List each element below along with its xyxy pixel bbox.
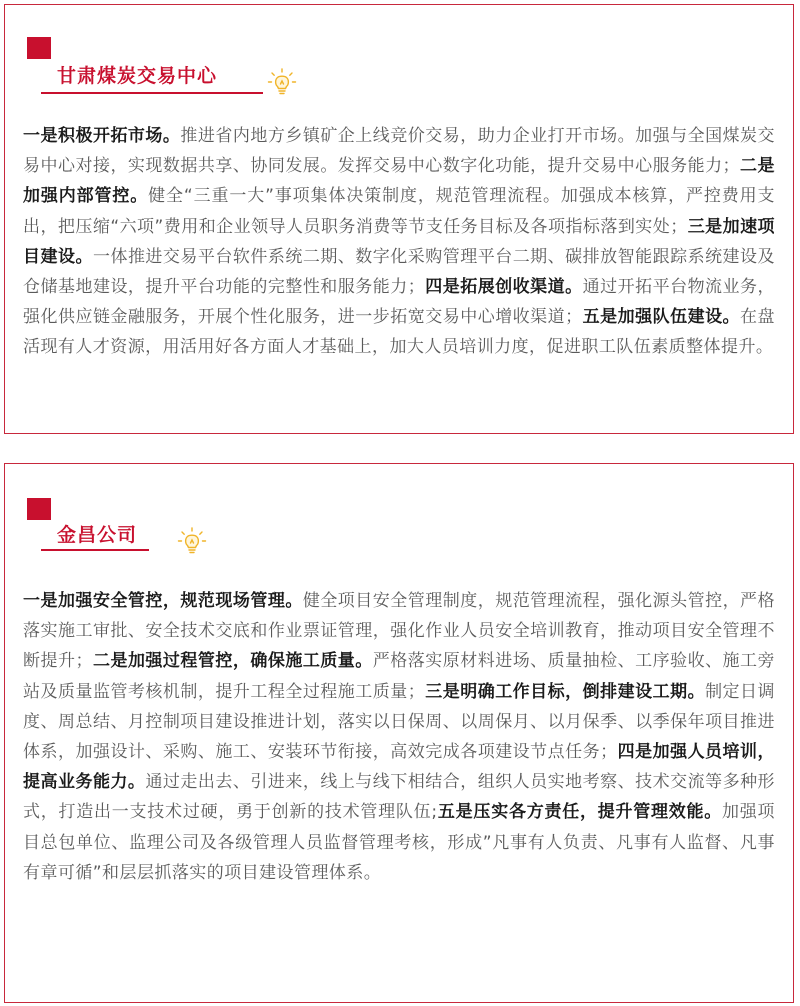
emphasis-heading: 四是拓展创收渠道。 [425, 277, 583, 298]
emphasis-heading: 五是加强队伍建设。 [582, 307, 741, 328]
section-body-text [23, 121, 775, 363]
section-card-gansu-coal-exchange [4, 4, 794, 434]
emphasis-heading: 三是加速项目建设。 [23, 216, 776, 267]
title-underline [41, 549, 149, 551]
emphasis-heading: 一是积极开拓市场。 [23, 126, 181, 146]
section-body-text [23, 586, 775, 888]
emphasis-heading: 四是加强人员培训，提高业务能力。 [23, 742, 775, 793]
section-card-jinchang-company [4, 463, 794, 1003]
body-segment: 一体推进交易平台软件系统二期、数字化采购管理平台二期、碳排放智能跟踪系统建设及仓储基地建设，提升平台功能的完整性和服务能力； [23, 246, 775, 298]
emphasis-heading: 五是压实各方责任，提升管理效能。 [437, 802, 723, 823]
emphasis-heading: 二是加强内部管控。 [23, 156, 775, 207]
body-segment: 制定日调度、周总结、月控制项目建设推进计划，落实以日保周、以周保月、以月保季、以季保年项目推进体系，加强设计、采购、施工、安装环节衔接，高效完成各项建设节点任务； [23, 681, 775, 763]
body-segment: 健全“三重一大”事项集体决策制度，规范管理流程。加强成本核算，严控费用支出，把压缩“六项”费用和企业领导人员职务消费等节支任务目标及各项指标落到实处； [23, 186, 775, 237]
body-segment: 在盘活现有人才资源，用活用好各方面人才基础上，加大人员培训力度，促进职工队伍素质整体提升。 [23, 307, 775, 358]
lightbulb-icon [177, 526, 207, 556]
emphasis-heading: 二是加强过程管控，确保施工质量。 [92, 651, 373, 672]
body-segment: 通过开拓平台物流业务，强化供应链金融服务，开展个性化服务，进一步拓宽交易中心增收渠道； [23, 277, 775, 328]
lightbulb-icon [267, 67, 297, 97]
section-marker-square [27, 498, 51, 520]
body-segment: 严格落实原材料进场、质量抽检、工序验收、施工旁站及质量监管考核机制，提升工程全过程施工质量； [23, 651, 775, 702]
body-segment: 加强项目总包单位、监理公司及各级管理人员监督管理考核，形成”凡事有人负责、凡事有人监督、凡事有章可循”和层层抓落实的项目建设管理体系。 [23, 802, 776, 883]
section-marker-square [27, 37, 51, 59]
emphasis-heading: 一是加强安全管控，规范现场管理。 [23, 591, 303, 611]
emphasis-heading: 三是明确工作目标，倒排建设工期。 [425, 681, 706, 702]
body-segment: 通过走出去、引进来，线上与线下相结合，组织人员实地考察、技术交流等多种形式，打造出一支技术过硬，勇于创新的技术管理队伍; [23, 772, 776, 823]
section-title: 甘肃煤炭交易中心 [57, 65, 218, 87]
section-title: 金昌公司 [57, 524, 138, 546]
body-segment: 推进省内地方乡镇矿企上线竞价交易，助力企业打开市场。加强与全国煤炭交易中心对接，实现数据共享、协同发展。发挥交易中心数字化功能，提升交易中心服务能力； [23, 126, 775, 177]
title-underline [41, 92, 263, 94]
body-segment: 健全项目安全管理制度，规范管理流程，强化源头管控，严格落实施工审批、安全技术交底和作业票证管理，强化作业人员安全培训教育，推动项目安全管理不断提升； [23, 591, 775, 672]
